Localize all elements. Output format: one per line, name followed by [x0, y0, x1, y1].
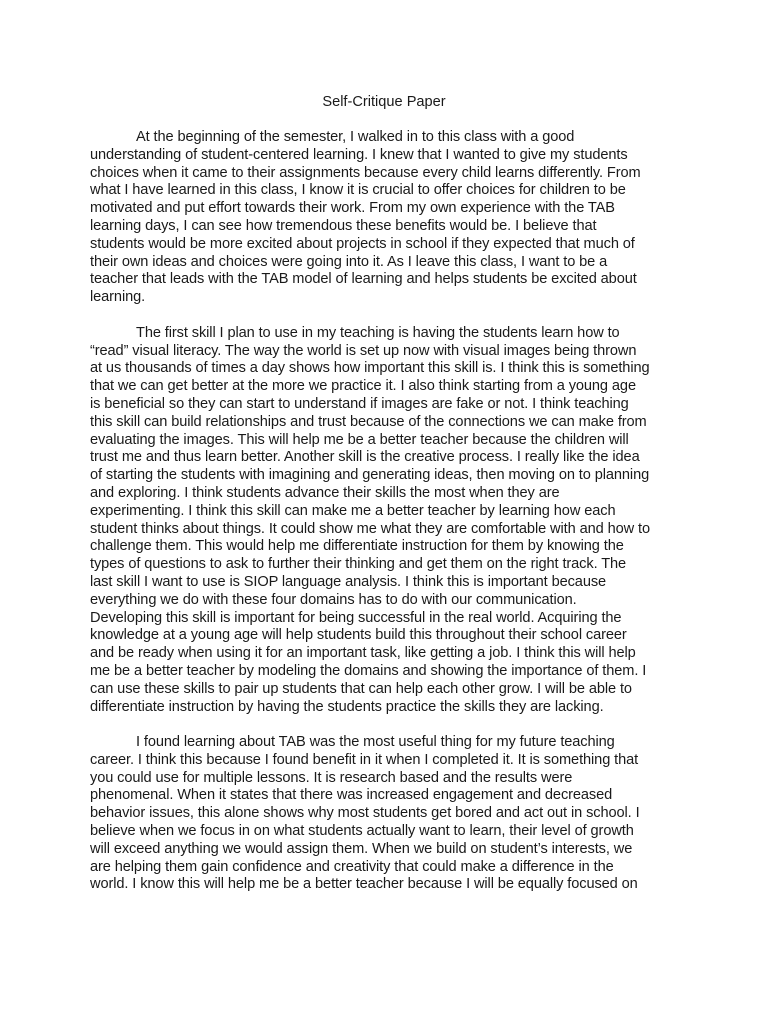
paragraph-line: challenge them. This would help me differentiate instruction for them by knowing the: [90, 538, 624, 555]
paragraph-line: are helping them gain confidence and creativity that could make a difference in the: [90, 858, 614, 875]
paragraph-line: phenomenal. When it states that there was increased engagement and decreased: [90, 787, 613, 804]
paragraph-line: world. I know this will help me be a better teacher because I will be equally focused on: [90, 876, 638, 893]
paragraph-line: career. I think this because I found benefit in it when I completed it. It is something that: [90, 751, 639, 768]
paragraph-line: everything we do with these four domains has to do with our communication.: [90, 591, 577, 608]
paragraph-line: experimenting. I think this skill can make me a better teacher by learning how each: [90, 502, 616, 519]
paragraph-line: choices when it came to their assignments because every child learns differently. From: [90, 164, 641, 181]
paragraph-line: you could use for multiple lessons. It is research based and the results were: [90, 769, 573, 786]
paragraph-line: At the beginning of the semester, I walked in to this class with a good: [136, 129, 575, 145]
paragraph: [90, 734, 692, 894]
paragraph-line: I found learning about TAB was the most useful thing for my future teaching: [136, 734, 615, 751]
document-title: Self-Critique Paper: [322, 94, 446, 110]
paragraph-line: “read” visual literacy. The way the world is set up now with visual images being thrown: [90, 342, 637, 359]
paragraph-line: learning.: [90, 289, 146, 306]
paragraph-line: teacher that leads with the TAB model of learning and helps students be excited about: [90, 271, 637, 288]
paragraph-line: learning days, I can see how tremendous these benefits would be. I believe that: [90, 217, 597, 234]
paragraph-line: and be ready when using it for an important task, like getting a job. I think this will help: [90, 645, 636, 662]
paragraph-line: will exceed anything we would assign them. When we build on student’s interests, we: [90, 840, 633, 857]
paragraph-line: me be a better teacher by modeling the domains and showing the importance of them. I: [90, 662, 647, 679]
paragraph-line: at us thousands of times a day shows how important this skill is. I think this is something: [90, 360, 650, 377]
paragraph-line: behavior issues, this alone shows why most students get bored and act out in school. I: [90, 805, 640, 822]
paragraph-line: this skill can build relationships and trust because of the connections we can make from: [90, 413, 647, 430]
paragraph-line: understanding of student-centered learning. I knew that I wanted to give my students: [90, 146, 628, 163]
paragraph-line: and exploring. I think students advance their skills the most when they are: [90, 484, 560, 501]
paragraph-line: types of questions to ask to further their thinking and get them on the right track. The: [90, 556, 627, 573]
paragraph: [90, 325, 692, 717]
document-body: [90, 129, 692, 912]
paragraph-line: can use these skills to pair up students that can help each other grow. I will be able to: [90, 680, 632, 697]
paragraph-line: what I have learned in this class, I know it is crucial to offer choices for children to be: [90, 182, 626, 199]
paragraph: [90, 129, 692, 307]
paragraph-line: motivated and put effort towards their work. From my own experience with the TAB: [90, 200, 615, 217]
paragraph-line: is beneficial so they can start to understand if images are fake or not. I think teaching: [90, 395, 629, 412]
paragraph-line: that we can get better at the more we practice it. I also think starting from a young age: [90, 378, 636, 395]
paragraph-line: evaluating the images. This will help me be a better teacher because the children will: [90, 431, 629, 448]
paragraph-line: student thinks about things. It could show me what they are comfortable with and how to: [90, 520, 650, 537]
paragraph-line: trust me and thus learn better. Another skill is the creative process. I really like the idea: [90, 449, 640, 466]
paragraph-line: last skill I want to use is SIOP language analysis. I think this is important because: [90, 573, 607, 590]
paragraph-line: believe when we focus in on what students actually want to learn, their level of growth: [90, 823, 634, 840]
paragraph-line: of starting the students with imagining and generating ideas, then moving on to planning: [90, 467, 650, 484]
paragraph-line: their own ideas and choices were going into it. As I leave this class, I want to be a: [90, 253, 608, 270]
paragraph-line: differentiate instruction by having the students practice the skills they are lacking.: [90, 698, 604, 715]
paragraph-line: students would be more excited about projects in school if they expected that much of: [90, 235, 635, 252]
paragraph-line: Developing this skill is important for being successful in the real world. Acquiring the: [90, 609, 622, 626]
paragraph-line: knowledge at a young age will help students build this throughout their school career: [90, 627, 627, 644]
paragraph-line: The first skill I plan to use in my teaching is having the students learn how to: [136, 324, 620, 341]
